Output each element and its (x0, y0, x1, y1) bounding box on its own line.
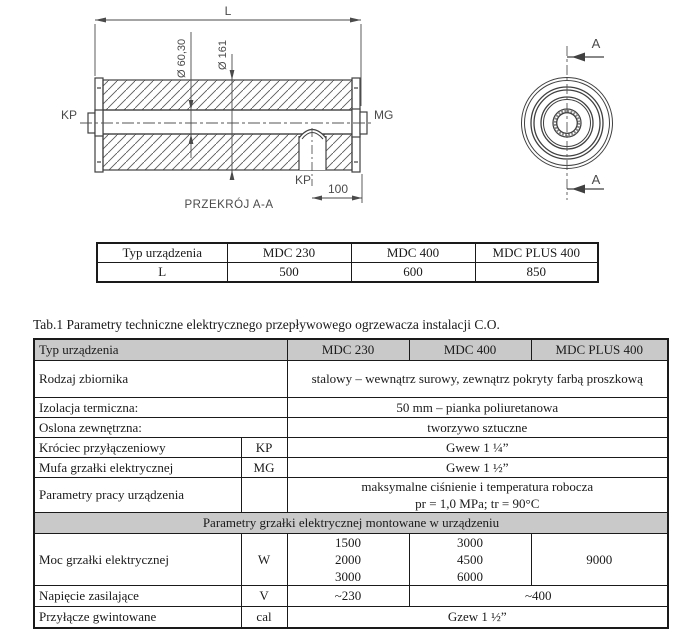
moc-unit: W (241, 534, 287, 586)
diameter-large-label: Ø 161 (217, 40, 229, 70)
spec-header-row (34, 339, 668, 361)
section-marker-a-top: A (591, 36, 601, 51)
praca-label: Parametry pracy urządzenia (34, 478, 241, 513)
size-row-label: L (97, 263, 227, 283)
przylacze-unit: cal (241, 607, 287, 629)
oslona-value: tworzywo sztuczne (287, 418, 668, 438)
spec-section-row (34, 513, 668, 534)
kp-left-label: KP (60, 108, 78, 122)
praca-value (287, 478, 668, 513)
napiecie-label: Napięcie zasilające (34, 586, 241, 607)
moc-mdc230-2: 2000 (335, 552, 362, 567)
table-caption: Tab.1 Parametry techniczne elektrycznego przepływowego ogrzewacza instalacji C.O. (33, 317, 500, 332)
spec-header-type: Typ urządzenia (34, 339, 287, 361)
mufa-value: Gwew 1 ½” (287, 458, 668, 478)
izolacja-label: Izolacja termiczna: (34, 398, 287, 418)
mufa-code: MG (241, 458, 287, 478)
napiecie-mdc400-plus: ~400 (409, 586, 668, 607)
spec-row-praca (34, 478, 668, 513)
krociec-code: KP (241, 438, 287, 458)
side-section-view (80, 78, 374, 186)
spec-row-przylacze (34, 607, 668, 629)
size-l-mdc400: 600 (351, 263, 475, 283)
praca-value-line2: pr = 1,0 MPa; tr = 90°C (415, 496, 540, 511)
section-caption: PRZEKRÓJ A-A (184, 199, 274, 211)
przylacze-label: Przyłącze gwintowane (34, 607, 241, 629)
shell-top-hatch (103, 80, 352, 110)
rodzaj-value: stalowy – wewnątrz surowy, zewnątrz pokryty farbą proszkową (287, 361, 668, 398)
moc-label: Moc grzałki elektrycznej (34, 534, 241, 586)
moc-mdc230-3: 3000 (335, 569, 362, 584)
spec-row-izolacja (34, 398, 668, 418)
size-l-mdcplus400: 850 (475, 263, 598, 283)
mufa-label: Mufa grzałki elektrycznej (34, 458, 241, 478)
rodzaj-label: Rodzaj zbiornika (34, 361, 287, 398)
moc-mdc400-2: 4500 (457, 552, 484, 567)
spec-row-napiecie (34, 586, 668, 607)
spec-header-mdcplus400: MDC PLUS 400 (531, 339, 668, 361)
praca-code (241, 478, 287, 513)
kp-bottom-label: KP (294, 173, 312, 187)
moc-mdc230 (287, 534, 409, 586)
izolacja-value: 50 mm – pianka poliuretanowa (287, 398, 668, 418)
size-table (96, 242, 599, 283)
przylacze-value: Gzew 1 ½” (287, 607, 668, 629)
napiecie-unit: V (241, 586, 287, 607)
spec-row-oslona (34, 418, 668, 438)
kp-port-bottom (299, 130, 326, 171)
size-table-row-l (97, 263, 598, 283)
size-header-mdc400: MDC 400 (351, 243, 475, 263)
moc-mdcplus: 9000 (531, 534, 668, 586)
dim-100-label: 100 (327, 182, 349, 196)
section-header: Parametry grzałki elektrycznej montowane w urządzeniu (34, 513, 668, 534)
moc-mdc400 (409, 534, 531, 586)
spec-row-krociec (34, 438, 668, 458)
spec-header-mdc400: MDC 400 (409, 339, 531, 361)
size-table-header-row (97, 243, 598, 263)
moc-mdc400-1: 3000 (457, 535, 484, 550)
moc-mdc230-1: 1500 (335, 535, 362, 550)
mg-right-label: MG (374, 108, 394, 122)
section-marker-a-bottom: A (591, 172, 601, 187)
oslona-label: Oslona zewnętrzna: (34, 418, 287, 438)
praca-value-line1: maksymalne ciśnienie i temperatura robocza (361, 479, 594, 494)
size-header-mdc230: MDC 230 (227, 243, 351, 263)
spec-header-mdc230: MDC 230 (287, 339, 409, 361)
spec-row-rodzaj (34, 361, 668, 398)
size-header-mdcplus400: MDC PLUS 400 (475, 243, 598, 263)
length-dimension-label: L (224, 4, 232, 18)
size-header-type: Typ urządzenia (97, 243, 227, 263)
spec-row-mufa (34, 458, 668, 478)
spec-row-moc (34, 534, 668, 586)
krociec-label: Króciec przyłączeniowy (34, 438, 241, 458)
krociec-value: Gwew 1 ¼” (287, 438, 668, 458)
technical-drawing (0, 0, 696, 236)
spec-table (33, 338, 669, 629)
moc-mdc400-3: 6000 (457, 569, 484, 584)
size-l-mdc230: 500 (227, 263, 351, 283)
diameter-small-label: Ø 60,30 (176, 38, 188, 78)
napiecie-mdc230: ~230 (287, 586, 409, 607)
